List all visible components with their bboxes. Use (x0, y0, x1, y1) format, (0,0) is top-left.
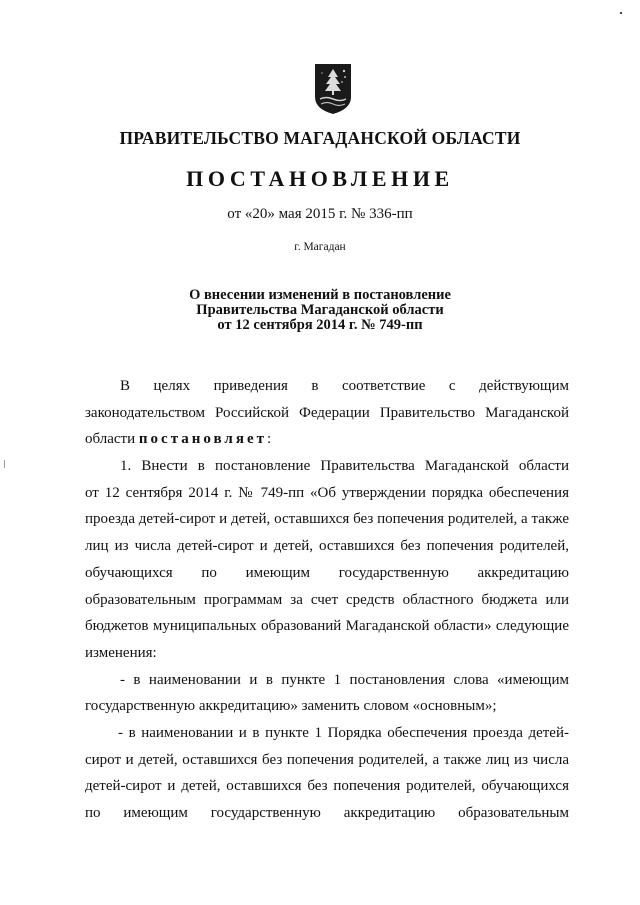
body-line: изменения: (85, 644, 157, 661)
body-line: - в наименовании и в пункте 1 Порядка обеспечения проезда детей- (118, 724, 569, 741)
scan-speck (620, 12, 622, 14)
subject-line: от 12 сентября 2014 г. № 749-пп (217, 317, 423, 333)
document-city: г. Магадан (294, 241, 346, 253)
body-line: лиц из числа детей-сирот и детей, оставшихся без попечения родителей, (85, 538, 569, 555)
body-line: по имеющим государственную аккредитацию образовательным (85, 805, 569, 821)
body-line: детей-сирот и детей, оставшихся без попечения родителей, обучающихся (85, 778, 569, 795)
body-line (85, 426, 569, 453)
document-date-number: от «20» мая 2015 г. № 336-пп (227, 206, 413, 222)
subject-line: О внесении изменений в постановление (189, 287, 451, 303)
organization-title: ПРАВИТЕЛЬСТВО МАГАДАНСКОЙ ОБЛАСТИ (119, 128, 521, 148)
body-line: В целях приведения в соответствие с действующим (120, 378, 569, 394)
body-line: проезда детей-сирот и детей, оставшихся без попечения родителей, а также (85, 511, 569, 528)
body-line: обучающихся по имеющим государственную аккредитацию (85, 564, 569, 581)
decree-keyword: постановляет (138, 431, 267, 448)
body-line: - в наименовании и в пункте 1 постановления слова «имеющим (120, 671, 569, 688)
body-line: образовательным программам за счет средств областного бюджета или (85, 591, 569, 608)
margin-mark (4, 460, 5, 468)
body-line: законодательством Российской Федерации Правительство Магаданской (85, 404, 569, 421)
document-type: ПОСТАНОВЛЕНИЕ (186, 166, 454, 191)
body-line: от 12 сентября 2014 г. № 749-пп «Об утверждении порядка обеспечения (85, 484, 569, 501)
body-line: государственную аккредитацию» заменить словом «основным»; (85, 698, 497, 715)
document-body (85, 373, 569, 827)
body-text-fragment: : (267, 431, 272, 448)
body-line: бюджетов муниципальных образований Магаданской области» следующие (85, 618, 569, 635)
coat-of-arms-icon (314, 63, 352, 115)
body-text-fragment: области (85, 431, 139, 448)
subject-line: Правительства Магаданской области (196, 302, 444, 318)
document-subject (160, 288, 480, 333)
body-line: 1. Внести в постановление Правительства Магаданской области (120, 458, 569, 475)
body-line: сирот и детей, оставшихся без попечения родителей, а также лиц из числа (85, 751, 569, 768)
